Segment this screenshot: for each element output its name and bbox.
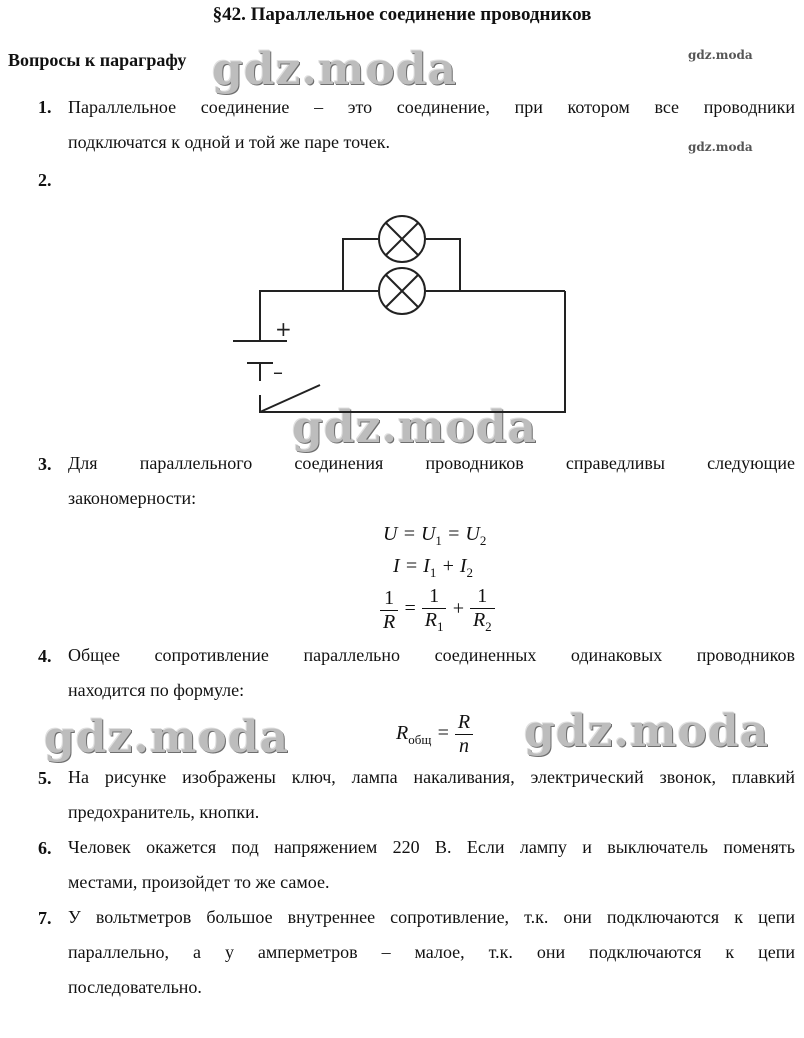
answer-text	[68, 830, 795, 900]
formula-current: $I = I_1 + I_2$	[393, 555, 474, 580]
answer-line: последовательно.	[68, 977, 202, 997]
formula-resistance: $\frac{1}{R}$ = $\frac{1}{R_1}$ + $\frac{1}{R_2}$	[380, 585, 495, 635]
answer-line: Общее сопротивление параллельно соединенных одинаковых проводников	[68, 645, 795, 665]
answer-line: предохранитель, кнопки.	[68, 802, 260, 822]
parallel-circuit-diagram	[225, 205, 575, 420]
page-title: §42. Параллельное соединение проводников	[212, 4, 592, 25]
answer-line: местами, произойдет то же самое.	[68, 872, 330, 892]
question-number: 3.	[38, 454, 52, 474]
question-number: 4.	[38, 646, 52, 666]
watermark: gdz.moda	[524, 706, 770, 757]
question-number: 7.	[38, 908, 52, 928]
watermark: gdz.moda	[212, 44, 458, 95]
watermark: gdz.moda	[292, 402, 538, 453]
answer-line: параллельно, а у амперметров – малое, т.к. они подключаются к цепи	[68, 942, 795, 962]
formula-total-resistance: $R_{общ}$ = $\frac{R}{n}$	[396, 711, 473, 758]
answer-line: На рисунке изображены ключ, лампа накаливания, электрический звонок, плавкий	[68, 767, 795, 787]
answer-line: Для параллельного соединения проводников справедливы следующие	[68, 453, 795, 473]
watermark-small: gdz.moda	[688, 48, 753, 62]
question-number: 6.	[38, 838, 52, 858]
answer-text	[68, 900, 795, 1005]
answer-line: Параллельное соединение – это соединение, при котором все проводники	[68, 97, 795, 117]
answer-line: подключатся к одной и той же паре точек.	[68, 132, 390, 152]
answer-line: У вольтметров большое внутреннее сопротивление, т.к. они подключаются к цепи	[68, 907, 795, 927]
answer-line: находится по формуле:	[68, 680, 245, 700]
formula-voltage: $U = U_1 = U_2$	[383, 523, 487, 548]
section-heading: Вопросы к параграфу	[8, 50, 187, 70]
plus-sign: +	[275, 317, 292, 341]
watermark-small: gdz.moda	[688, 140, 753, 154]
question-number: 1.	[38, 97, 52, 117]
watermark: gdz.moda	[44, 712, 290, 763]
answer-line: Человек окажется под напряжением 220 В. Если лампу и выключатель поменять	[68, 837, 795, 857]
answer-line: закономерности:	[68, 488, 197, 508]
question-number: 5.	[38, 768, 52, 788]
question-number: 2.	[38, 170, 52, 190]
answer-text	[68, 760, 795, 830]
answer-text	[68, 638, 795, 708]
minus-sign: –	[273, 360, 283, 384]
answer-text	[68, 446, 795, 516]
answer-text	[68, 90, 795, 160]
